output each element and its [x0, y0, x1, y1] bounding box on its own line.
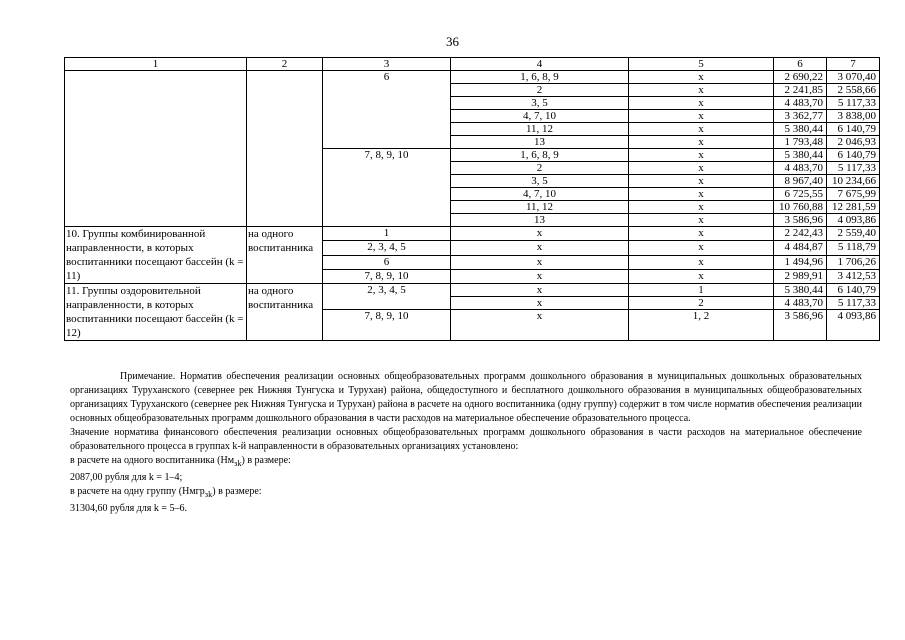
cell-col5: x	[629, 71, 774, 84]
column-header: 6	[774, 58, 827, 71]
cell-col5: x	[629, 97, 774, 110]
column-header: 2	[247, 58, 323, 71]
cell-col5: x	[629, 188, 774, 201]
cell-col7: 10 234,66	[827, 175, 880, 188]
cell-col6: 4 484,87	[774, 241, 827, 255]
cell-col4: x	[451, 297, 629, 310]
cell-col6: 1 494,96	[774, 255, 827, 269]
cell-col4: 2	[451, 84, 629, 97]
cell-col6: 3 586,96	[774, 214, 827, 227]
cell-col7: 5 117,33	[827, 97, 880, 110]
cell-col4: 3, 5	[451, 175, 629, 188]
cell-col6: 5 380,44	[774, 123, 827, 136]
cell-col7: 6 140,79	[827, 123, 880, 136]
cell-col6: 3 586,96	[774, 310, 827, 341]
header-row	[65, 58, 880, 71]
cell-col4: 3, 5	[451, 97, 629, 110]
cell-col7: 3 070,40	[827, 71, 880, 84]
cell-col6: 2 242,43	[774, 227, 827, 241]
cell-col3: 7, 8, 9, 10	[323, 149, 451, 227]
cell-col6: 5 380,44	[774, 149, 827, 162]
cell-col3: 7, 8, 9, 10	[323, 269, 451, 283]
cell-col6: 2 989,91	[774, 269, 827, 283]
cell-col4: 4, 7, 10	[451, 110, 629, 123]
cell-col3: 2, 3, 4, 5	[323, 284, 451, 310]
column-header: 4	[451, 58, 629, 71]
cell-col5: x	[629, 136, 774, 149]
table-body	[65, 58, 880, 341]
cell-col7: 12 281,59	[827, 201, 880, 214]
cell-col3: 1	[323, 227, 451, 241]
cell-col6: 3 362,77	[774, 110, 827, 123]
cell-col3: 2, 3, 4, 5	[323, 241, 451, 255]
cell-col7: 5 118,79	[827, 241, 880, 255]
cell-col6: 4 483,70	[774, 97, 827, 110]
note-subscript: зk	[234, 459, 242, 468]
cell-col4: 2	[451, 162, 629, 175]
note-text: ) в размере:	[241, 455, 291, 466]
cell-col4: x	[451, 255, 629, 269]
cell-col7: 5 117,33	[827, 297, 880, 310]
cell-col3: 6	[323, 71, 451, 149]
cell-col7: 4 093,86	[827, 214, 880, 227]
empty-cell	[247, 71, 323, 227]
cell-col6: 6 725,55	[774, 188, 827, 201]
table-note	[70, 370, 862, 516]
cell-col5: x	[629, 149, 774, 162]
cell-col6: 10 760,88	[774, 201, 827, 214]
cell-col3: 6	[323, 255, 451, 269]
cell-col3: 7, 8, 9, 10	[323, 310, 451, 341]
cell-col4: x	[451, 241, 629, 255]
cell-col4: x	[451, 310, 629, 341]
cell-col7: 5 117,33	[827, 162, 880, 175]
cell-col6: 8 967,40	[774, 175, 827, 188]
cell-col5: x	[629, 227, 774, 241]
cell-col6: 5 380,44	[774, 284, 827, 297]
cell-col7: 7 675,99	[827, 188, 880, 201]
cell-col6: 1 793,48	[774, 136, 827, 149]
cell-col5: x	[629, 269, 774, 283]
note-line	[70, 485, 862, 502]
cell-col4: 1, 6, 8, 9	[451, 71, 629, 84]
section-10-unit: на одного воспитанника	[247, 227, 323, 284]
section-11-label: 11. Группы оздоровительной направленности, в которых воспитанники посещают бассейн (k = 12)	[65, 284, 247, 341]
note-text: ) в размере:	[212, 486, 262, 497]
page-number: 36	[446, 34, 459, 49]
cell-col4: 1, 6, 8, 9	[451, 149, 629, 162]
cell-col7: 2 559,40	[827, 227, 880, 241]
cell-col4: 11, 12	[451, 123, 629, 136]
cell-col5: 1	[629, 284, 774, 297]
table-row	[65, 227, 880, 241]
cell-col7: 6 140,79	[827, 284, 880, 297]
cell-col7: 1 706,26	[827, 255, 880, 269]
section-11-unit: на одного воспитанника	[247, 284, 323, 341]
cell-col5: x	[629, 110, 774, 123]
column-header: 1	[65, 58, 247, 71]
cell-col5: x	[629, 214, 774, 227]
normative-table	[64, 57, 880, 341]
cell-col7: 6 140,79	[827, 149, 880, 162]
cell-col7: 3 412,53	[827, 269, 880, 283]
cell-col5: x	[629, 123, 774, 136]
cell-col5: x	[629, 175, 774, 188]
column-header: 7	[827, 58, 880, 71]
section-10-label: 10. Группы комбинированной направленности, в которых воспитанники посещают бассейн (k = 11)	[65, 227, 247, 284]
cell-col5: x	[629, 241, 774, 255]
cell-col6: 2 690,22	[774, 71, 827, 84]
cell-col4: 13	[451, 214, 629, 227]
cell-col5: 2	[629, 297, 774, 310]
table-row	[65, 71, 880, 84]
cell-col7: 2 558,66	[827, 84, 880, 97]
cell-col4: x	[451, 284, 629, 297]
note-text: в расчете на одного воспитанника (Нм	[70, 455, 235, 466]
note-paragraph: Значение норматива финансового обеспечения реализации основных общеобразовательных программ дошкольного образования в части расходов на материальное обеспечение образовательного процесса в группах k-й направленности в образовательных организациях установлено:	[70, 427, 862, 452]
cell-col5: 1, 2	[629, 310, 774, 341]
cell-col7: 2 046,93	[827, 136, 880, 149]
cell-col4: 11, 12	[451, 201, 629, 214]
column-header: 3	[323, 58, 451, 71]
note-line	[70, 454, 862, 471]
cell-col7: 3 838,00	[827, 110, 880, 123]
cell-col5: x	[629, 201, 774, 214]
cell-col4: x	[451, 269, 629, 283]
cell-col4: 13	[451, 136, 629, 149]
cell-col7: 4 093,86	[827, 310, 880, 341]
cell-col6: 4 483,70	[774, 297, 827, 310]
cell-col4: 4, 7, 10	[451, 188, 629, 201]
cell-col6: 2 241,85	[774, 84, 827, 97]
cell-col4: x	[451, 227, 629, 241]
table-row	[65, 284, 880, 297]
cell-col5: x	[629, 255, 774, 269]
note-paragraph: Примечание. Норматив обеспечения реализации основных общеобразовательных программ дошкольного образования в муниципальных дошкольных образовательных организациях Туруханского (севернее рек Нижняя Тунгуска и Турухан) района, общедоступного и бесплатного дошкольного образования в муниципальных общеобразовательных организациях Туруханского (севернее рек Нижняя Тунгуска и Турухан) района в расчете на одного воспитанника (одну группу) содержит в том числе норматив обеспечения реализации основных общеобразовательных программ дошкольного образования в части расходов на материальное обеспечение образовательного процесса.	[70, 371, 862, 424]
note-line: 31304,60 рубля для k = 5–6.	[70, 503, 187, 514]
column-header: 5	[629, 58, 774, 71]
cell-col5: x	[629, 162, 774, 175]
note-subscript: зk	[204, 490, 213, 499]
empty-cell	[65, 71, 247, 227]
cell-col6: 4 483,70	[774, 162, 827, 175]
note-text: в расчете на одну группу (Нмгр	[70, 486, 205, 497]
cell-col5: x	[629, 84, 774, 97]
note-line: 2087,00 рубля для k = 1–4;	[70, 472, 183, 483]
